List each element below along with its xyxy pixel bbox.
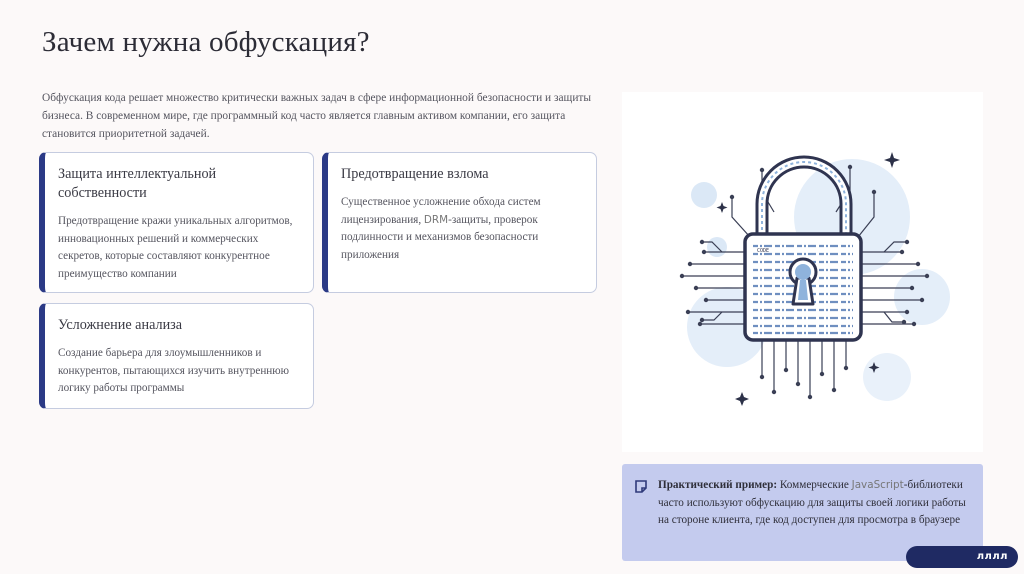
card-title: Предотвращение взлома bbox=[341, 166, 489, 182]
card-text: Создание барьера для злоумышленников и конкурентов, пытающихся изучить внутреннюю логику работы программы bbox=[58, 347, 290, 394]
card-title: Усложнение анализа bbox=[58, 317, 183, 333]
note-icon bbox=[634, 479, 648, 493]
card-ip-protection bbox=[39, 152, 314, 293]
card-text-code: DRM bbox=[423, 213, 449, 226]
card-text: Предотвращение кражи уникальных алгоритмов, инновационных решений и коммерческих секретов, которые составляют конкурентное преимущество компании bbox=[58, 215, 293, 280]
note-text-code: JavaScript bbox=[851, 479, 904, 491]
card-text-part: -защиты, проверок подлинности и механизмов безопасности приложения bbox=[341, 213, 539, 261]
card-analysis-complication bbox=[39, 303, 314, 409]
page-title: Зачем нужна обфускация? bbox=[42, 26, 370, 58]
note-text-part: Коммерческие bbox=[777, 479, 852, 491]
card-hack-prevention bbox=[322, 152, 597, 293]
note-label: Практический пример: bbox=[658, 479, 778, 491]
card-title: Защита интеллектуальной собственности bbox=[58, 166, 217, 201]
padlock-icon bbox=[622, 92, 983, 452]
card-text bbox=[341, 194, 582, 264]
note-text-part: -библиотеки часто используют обфускацию для защиты своей логики работы на стороне клиента, где код доступен для просмотра в браузере bbox=[658, 479, 966, 526]
card-text-part: Существенное усложнение обхода систем лицензирования, bbox=[341, 196, 541, 226]
padlock-circuit-illustration bbox=[622, 92, 983, 452]
intro-paragraph: Обфускация кода решает множество критически важных задач в сфере информационной безопасности и защиты бизнеса. В современном мире, где программный код часто является главным активом компании, его защита становится приоритетной задачей. bbox=[42, 92, 592, 140]
brand-logo: лллл bbox=[906, 546, 1018, 568]
svg-text:CODE: CODE bbox=[757, 248, 770, 254]
